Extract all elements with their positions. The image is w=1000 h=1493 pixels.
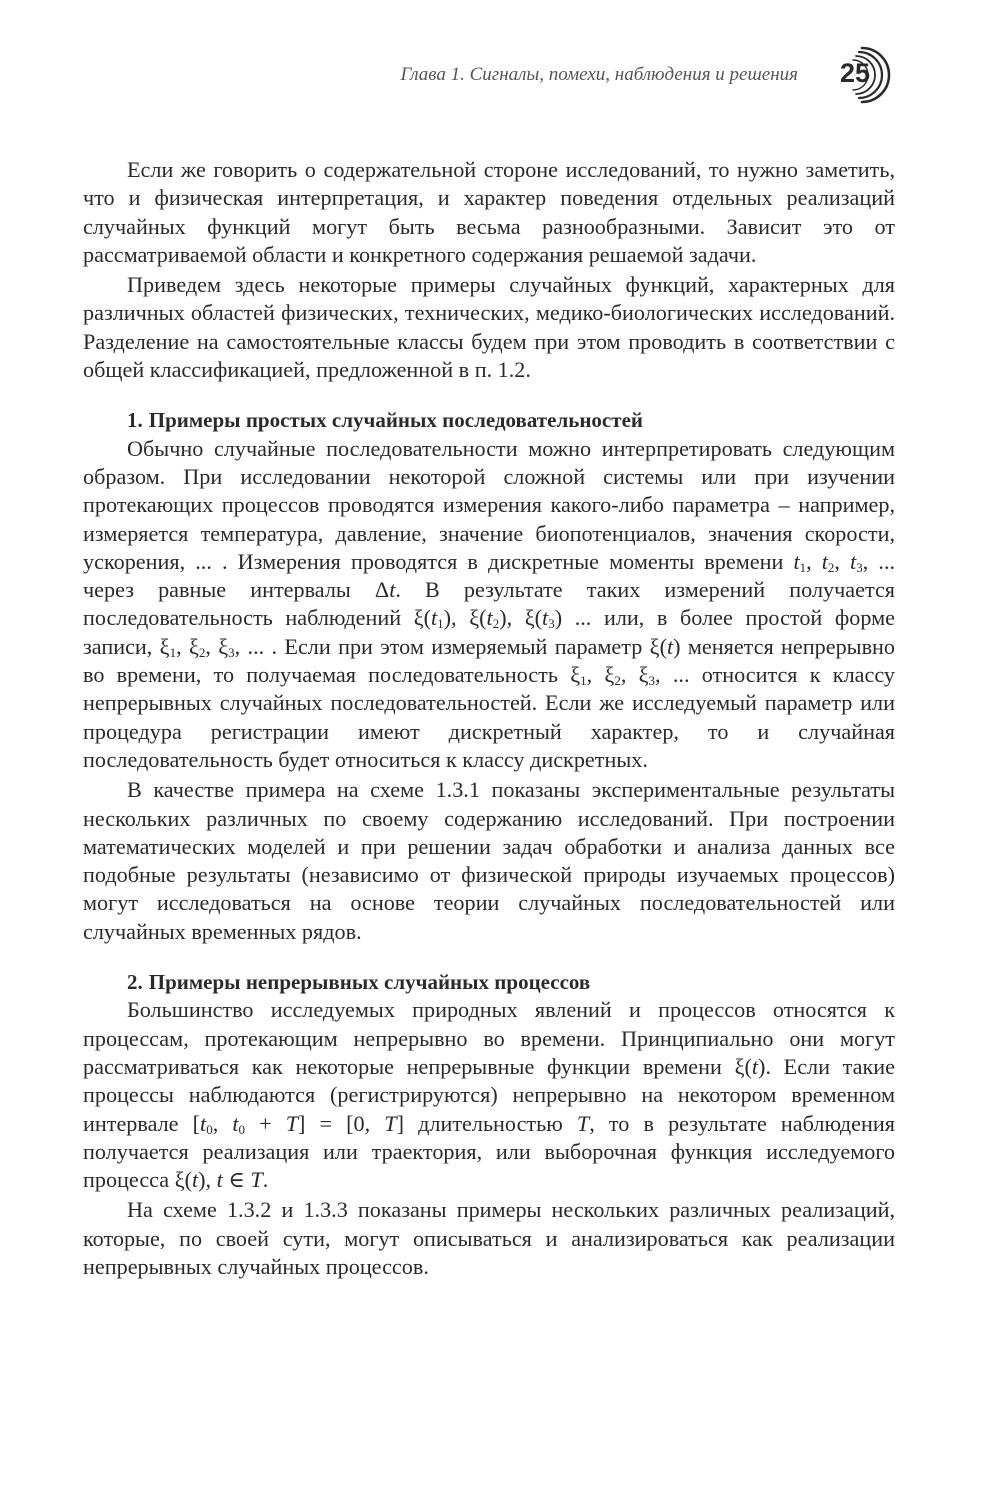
page-number-badge (832, 40, 902, 110)
page-number: 25 (839, 58, 871, 88)
paragraph: Обычно случайные последовательности можно интерпретировать следующим образом. При исследовании некоторой сложной системы или при изучении протекающих процессов проводятся измерения какого-либо параметра – например, измеряется температура, давление, значение биопотенциалов, значения скорости, ускорения, ... . Измерения проводятся в дискретные моменты времени $t_1$, $t_2$, $t_3$, ... через равные интервалы Δt. В результате таких измерений получается последовательность наблюдений $\xi(t_1)$, $\xi(t_2)$, $\xi(t_3)$ ... или, в более простой форме записи, $\xi_1$, $\xi_2$, $\xi_3$, ... . Если при этом измеряемый параметр ξ(t) меняется непрерывно во времени, то получаемая последовательность $\xi_1$, $\xi_2$, $\xi_3$, ... относится к классу непрерывных случайных последовательностей. Если же исследуемый параметр или процедура регистрации имеют дискретный характер, то и случайная последовательность будет относиться к классу дискретных. (83, 435, 896, 772)
main-text (83, 156, 895, 1281)
section-heading (83, 406, 895, 434)
section-heading (83, 968, 895, 996)
paragraph: Если же говорить о содержательной стороне исследований, то нужно заметить, что и физическая интерпретация, и характер поведения отдельных реализаций случайных функций могут быть весьма разнообразными. Зависит это от рассматриваемой области и конкретного содержания решаемой задачи. (83, 157, 895, 267)
paragraph: Большинство исследуемых природных явлений и процессов относятся к процессам, протекающим непрерывно во времени. Принципиально они могут рассматриваться как некоторые непрерывные функции времени ξ(t). Если такие процессы наблюдаются (регистрируются) непрерывно на некотором временном интервале [$t_0$, $t_0 + T] = [0$, T] длительностью T, то в результате наблюдения получается реализация или траектория, или выборочная функция исследуемого процесса ξ(t), t ∈ T. (83, 997, 895, 1193)
section-number: 1. (127, 408, 143, 433)
paragraph: На схеме 1.3.2 и 1.3.3 показаны примеры нескольких различных реализаций, которые, по своей сути, могут описываться и анализироваться как реализации непрерывных случайных процессов. (83, 1197, 895, 1279)
section-title: Примеры простых случайных последовательностей (148, 408, 643, 433)
paragraph: Приведем здесь некоторые примеры случайных функций, характерных для различных областей физических, технических, медико-биологических исследований. Разделение на самостоятельные классы будем при этом проводить в соответствии с общей классификацией, предложенной в п. 1.2. (83, 272, 895, 383)
section-title: Примеры непрерывных случайных процессов (148, 970, 591, 995)
section-number: 2. (127, 970, 143, 995)
running-head: Глава 1. Сигналы, помехи, наблюдения и решения (400, 64, 798, 85)
paragraph: В качестве примера на схеме 1.3.1 показаны экспериментальные результаты нескольких различных по своему содержанию исследований. При построении математических моделей и при решении задач обработки и анализа данных все подобные результаты (независимо от физической природы изучаемых процессов) могут исследоваться на основе теории случайных последовательностей или случайных временных рядов. (83, 777, 895, 944)
